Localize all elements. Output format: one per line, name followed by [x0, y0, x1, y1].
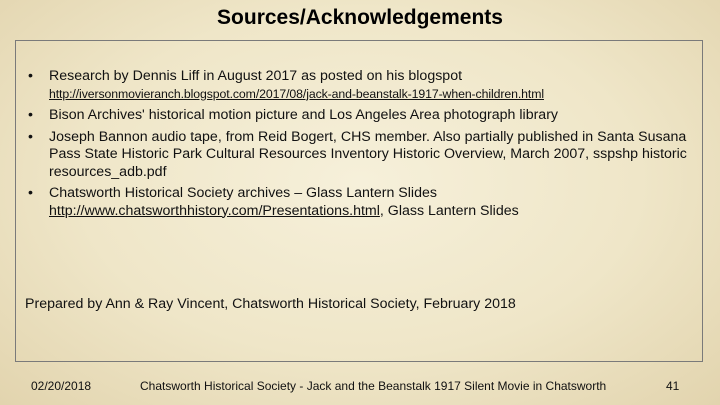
- content-frame: [15, 40, 703, 362]
- bullet-icon: •: [28, 107, 33, 123]
- blogspot-link[interactable]: http://iversonmovieranch.blogspot.com/2017/08/jack-and-beanstalk-1917-when-children.html: [49, 86, 544, 101]
- slide-title: Sources/Acknowledgements: [217, 6, 503, 29]
- bullet-icon: •: [28, 185, 33, 201]
- list-item: [16, 185, 702, 220]
- bullet-icon: •: [28, 68, 33, 84]
- list-item: [16, 68, 702, 103]
- bullet-text: Chatsworth Historical Society archives – Glass Lantern Slides: [49, 185, 437, 201]
- footer-date: 02/20/2018: [31, 379, 92, 393]
- page-number: 41: [666, 379, 680, 393]
- sources-list: [16, 68, 702, 224]
- bullet-text: Research by Dennis Liff in August 2017 as posted on his blogspot: [49, 68, 463, 84]
- bullet-icon: •: [28, 128, 33, 145]
- chatsworth-history-link[interactable]: http://www.chatsworthhistory.com/Presentations.html: [49, 202, 380, 219]
- bullet-text: Joseph Bannon audio tape, from Reid Bogert, CHS member. Also partially published in Santa Susana Pass State Historic Park Cultural Resources Inventory Historic Overview, March 2007, sspshp historic resources_adb.pdf: [49, 128, 687, 180]
- footer-title: Chatsworth Historical Society - Jack and the Beanstalk 1917 Silent Movie in Chatsworth: [140, 379, 607, 393]
- bullet-text: Bison Archives' historical motion picture and Los Angeles Area photograph library: [49, 107, 559, 123]
- list-item: [16, 129, 702, 182]
- list-item: [16, 107, 702, 125]
- prepared-by: Prepared by Ann & Ray Vincent, Chatsworth Historical Society, February 2018: [25, 296, 516, 312]
- link-suffix: , Glass Lantern Slides: [379, 202, 519, 219]
